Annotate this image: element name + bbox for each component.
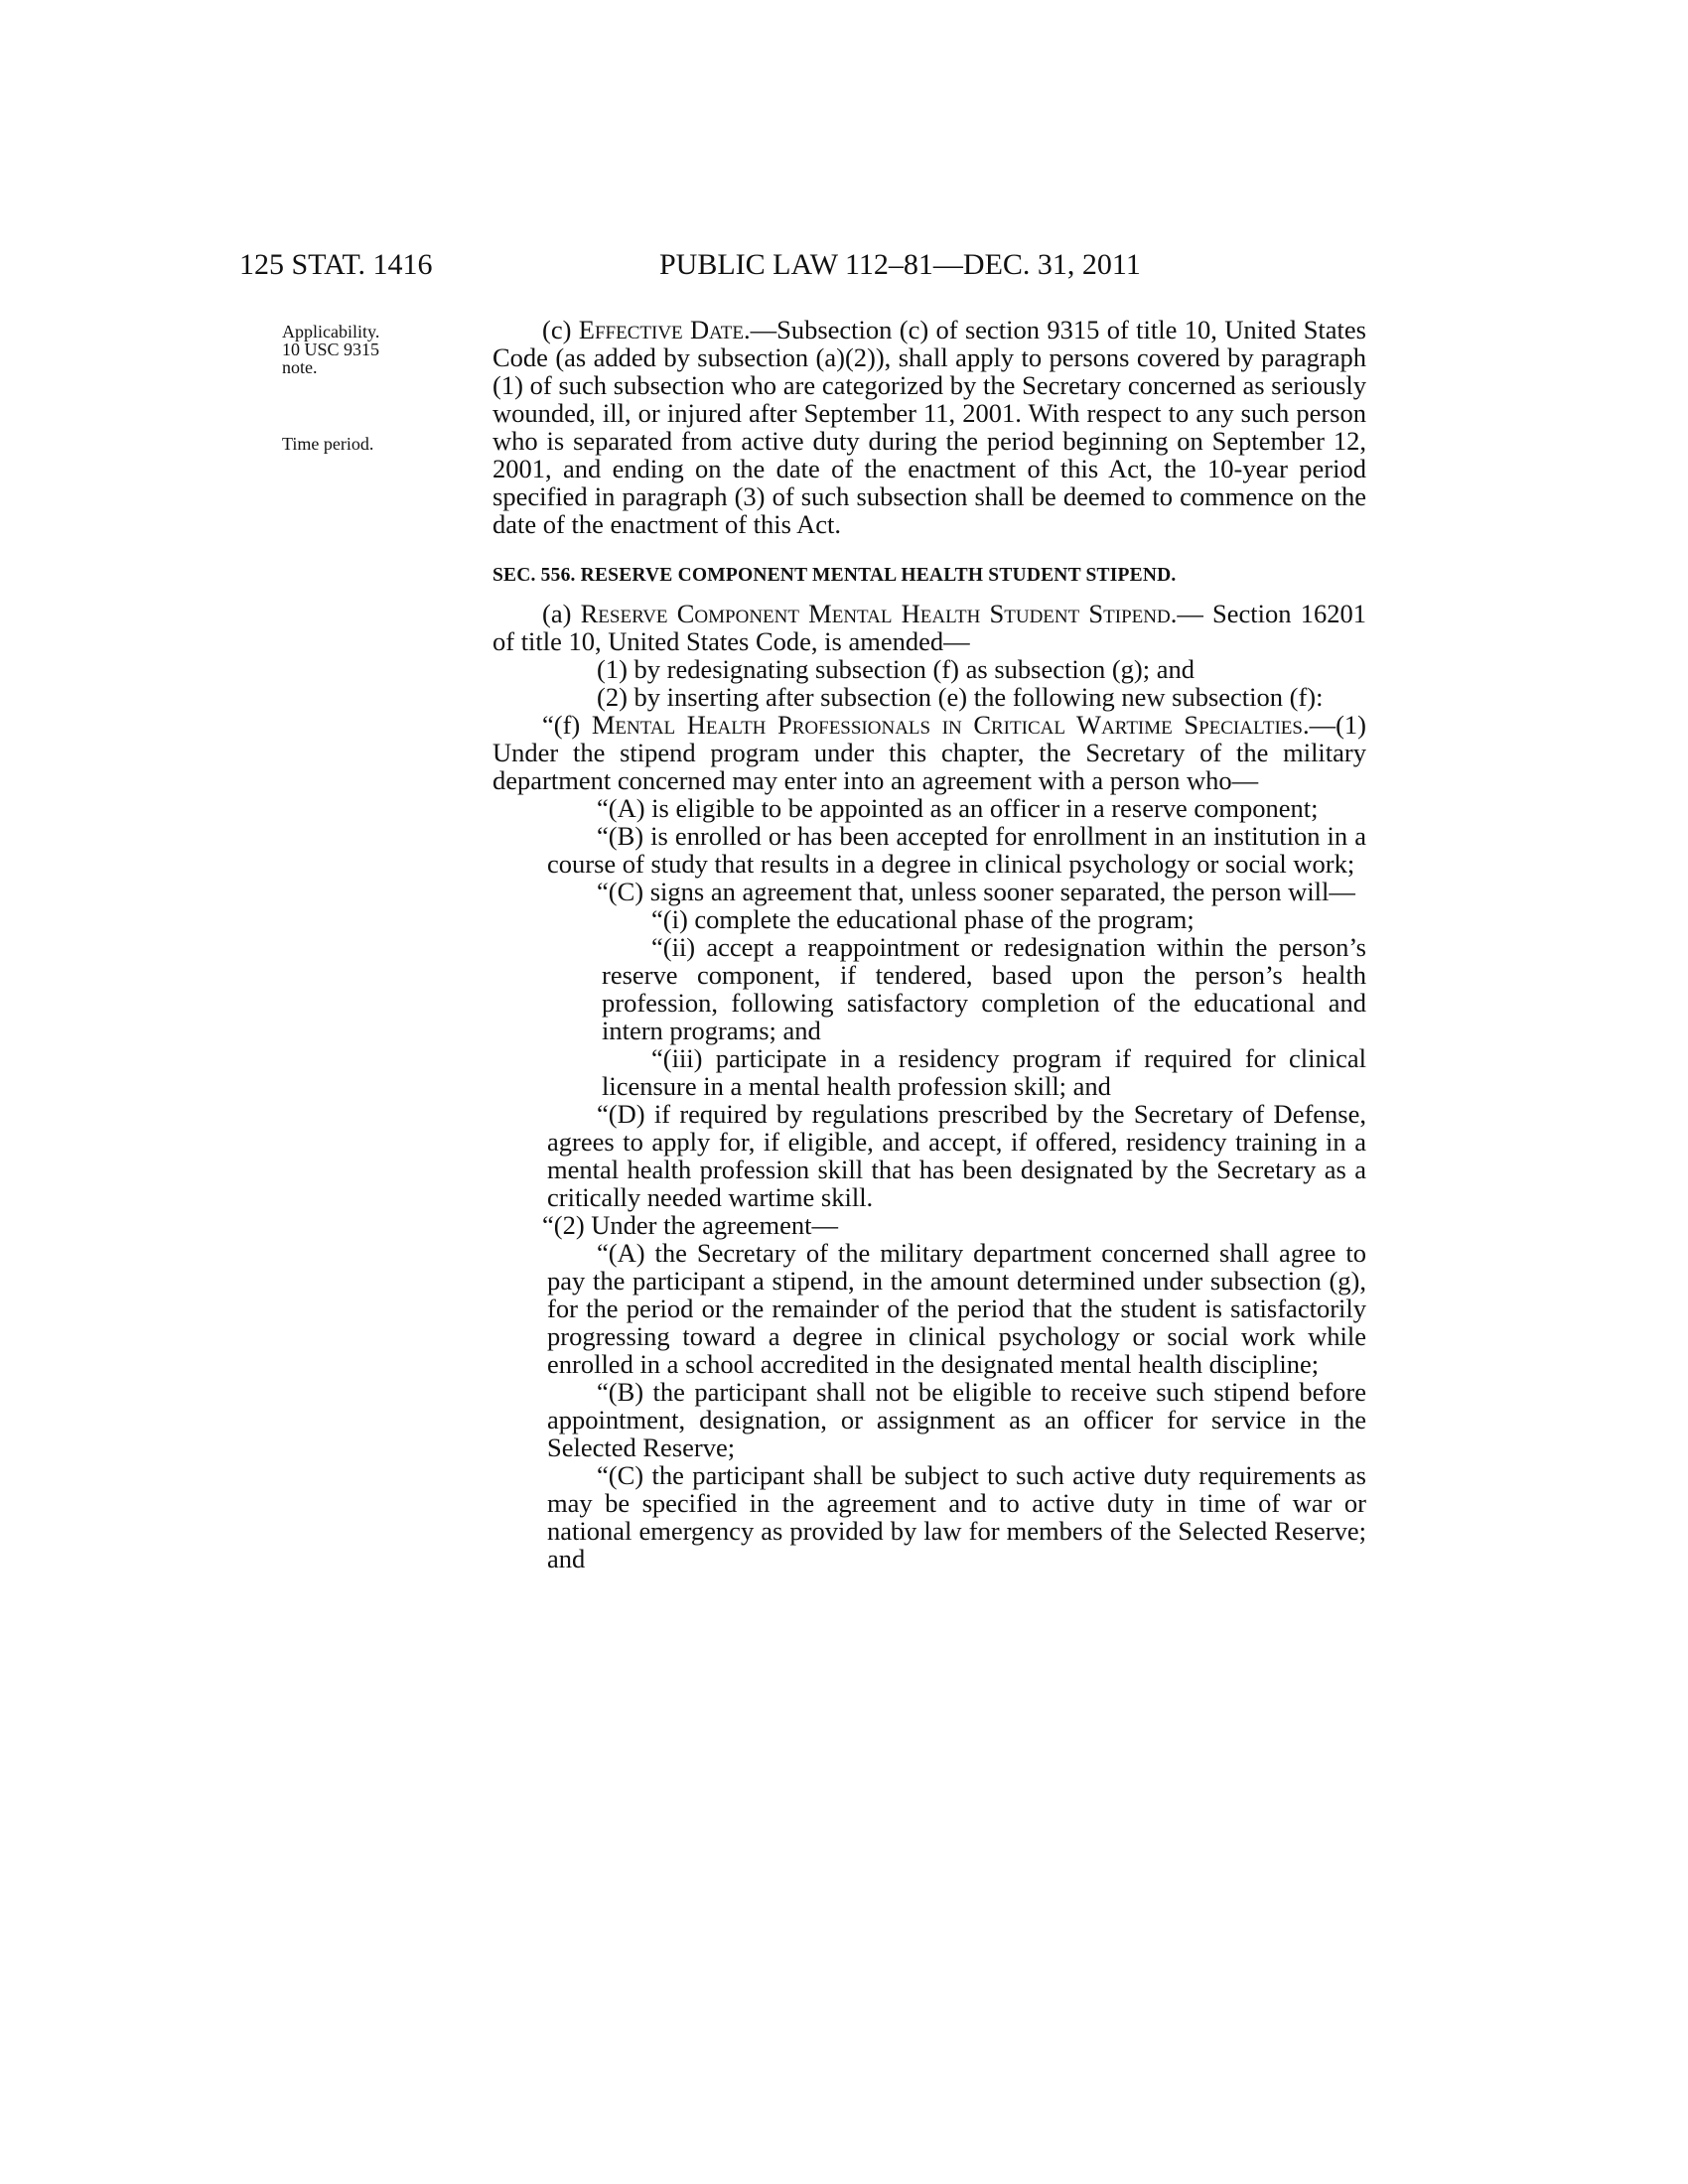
clause-C-ii: “(ii) accept a reappointment or redesignation within the person’s reserve component, if tendered, based upon the person’s health profession, following satisfactory completion of the educational and intern programs; and bbox=[602, 932, 1366, 1045]
page-law-header: PUBLIC LAW 112–81—DEC. 31, 2011 bbox=[659, 248, 1141, 281]
subsection-f-label: “(f) bbox=[542, 710, 592, 740]
subsection-c-paragraph bbox=[492, 316, 1366, 538]
clause-B: “(B) is enrolled or has been accepted for enrollment in an institution in a course of study that results in a degree in clinical psychology or social work; bbox=[547, 821, 1366, 879]
clause-C: “(C) signs an agreement that, unless sooner separated, the person will— bbox=[597, 877, 1355, 906]
clause-C-i: “(i) complete the educational phase of the program; bbox=[651, 904, 1195, 934]
margin-note-usc: 10 USC 9315 bbox=[282, 340, 380, 359]
margin-note-applicability-label: Applicability. bbox=[282, 322, 380, 341]
subsection-a-label: (a) bbox=[542, 599, 581, 628]
subsection-c-label: (c) bbox=[542, 315, 579, 344]
subsection-f-heading: Mental Health Professionals in Critical Wartime Specialties bbox=[591, 710, 1303, 740]
margin-note-applicability bbox=[282, 323, 441, 376]
document-body bbox=[492, 316, 1366, 1572]
clause-D: “(D) if required by regulations prescribed by the Secretary of Defense, agrees to apply for, if eligible, and accept, if offered, residency training in a mental health profession skill that has been designated by the Secretary as a critically needed wartime skill. bbox=[547, 1099, 1366, 1212]
subsection-a-text: .— Section 16201 of title 10, United States Code, is amended— bbox=[492, 599, 1366, 656]
amendment-item-2: (2) by inserting after subsection (e) the following new subsection (f): bbox=[597, 682, 1324, 712]
page-stat-citation: 125 STAT. 1416 bbox=[239, 248, 433, 281]
margin-note-time-period: Time period. bbox=[282, 434, 374, 454]
paragraph-2-B: “(B) the participant shall not be eligible to receive such stipend before appointment, designation, or assignment as an officer for service in the Selected Reserve; bbox=[547, 1377, 1366, 1462]
subsection-f-text: .—(1) Under the stipend program under this chapter, the Secretary of the military department concerned may enter into an agreement with a person who— bbox=[492, 710, 1366, 795]
paragraph-2: “(2) Under the agreement— bbox=[542, 1210, 838, 1240]
subsection-c-heading: Effective Date bbox=[578, 315, 744, 344]
amendment-item-1: (1) by redesignating subsection (f) as subsection (g); and bbox=[597, 654, 1195, 684]
paragraph-2-C: “(C) the participant shall be subject to such active duty requirements as may be specified in the agreement and to active duty in time of war or national emergency as provided by law for members of the Selected Reserve; and bbox=[547, 1460, 1366, 1573]
section-556-heading: SEC. 556. RESERVE COMPONENT MENTAL HEALTH STUDENT STIPEND. bbox=[492, 565, 1177, 586]
subsection-a-heading: Reserve Component Mental Health Student Stipend bbox=[580, 599, 1171, 628]
subsection-f-paragraph bbox=[492, 711, 1366, 794]
subsection-c-text: .—Subsection (c) of section 9315 of title 10, United States Code (as added by subsection (a)(2)), shall apply to persons covered by paragraph (1) of such subsection who are categorized by the Secretary concerned as seriously wounded, ill, or injured after September 11, 2001. With respect to any such person who is separated from active duty during the period beginning on September 12, 2001, and ending on the date of the enactment of this Act, the 10-year period specified in paragraph (3) of such subsection shall be deemed to commence on the date of the enactment of this Act. bbox=[492, 315, 1366, 539]
margin-note-note: note. bbox=[282, 357, 318, 377]
paragraph-2-A: “(A) the Secretary of the military department concerned shall agree to pay the participant a stipend, in the amount determined under subsection (g), for the period or the remainder of the period that the student is satisfactorily progressing toward a degree in clinical psychology or social work while enrolled in a school accredited in the designated mental health discipline; bbox=[547, 1238, 1366, 1379]
clause-A: “(A) is eligible to be appointed as an officer in a reserve component; bbox=[597, 793, 1319, 823]
subsection-a-paragraph bbox=[492, 600, 1366, 655]
clause-C-iii: “(iii) participate in a residency program if required for clinical licensure in a mental health profession skill; and bbox=[602, 1043, 1366, 1101]
